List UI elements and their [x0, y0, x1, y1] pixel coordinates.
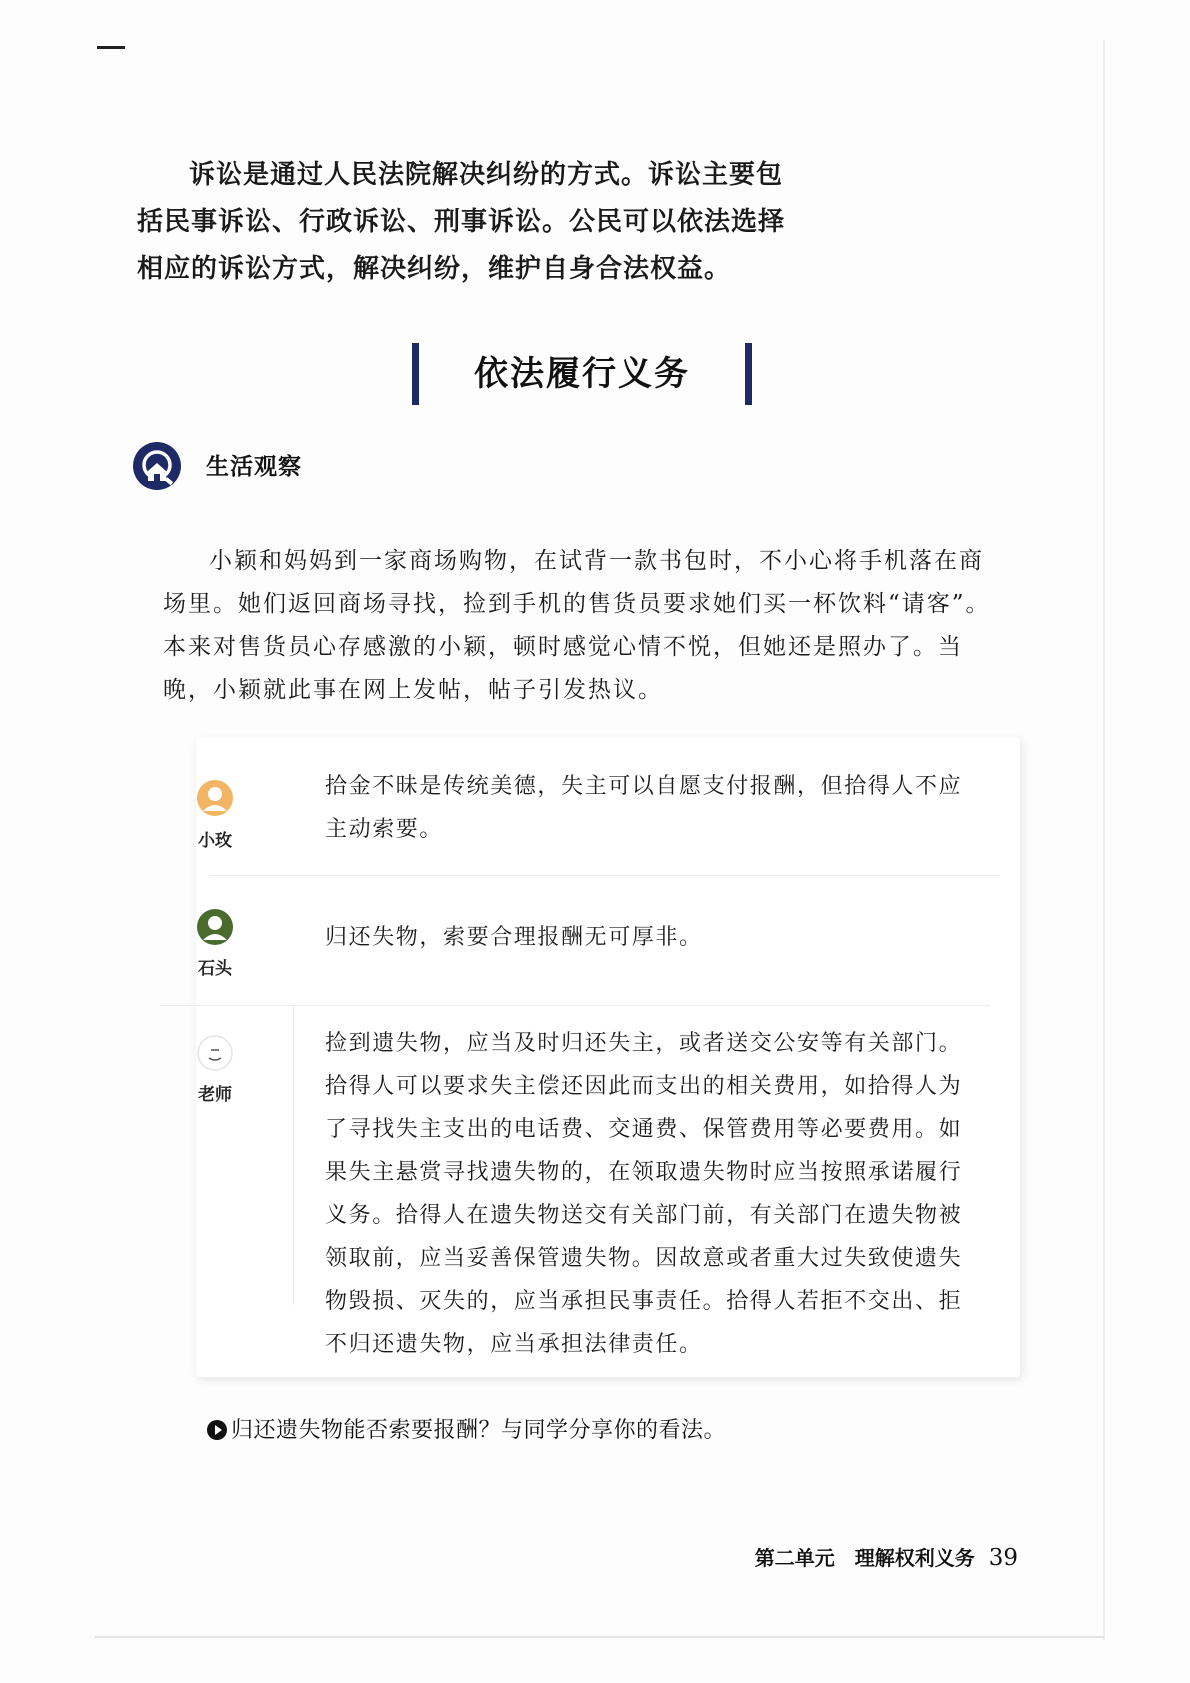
speaker-name: 老师 — [198, 1085, 232, 1105]
section-title: 依法履行义务 — [474, 354, 690, 394]
avatar-teacher — [196, 1034, 234, 1072]
divider — [160, 1005, 990, 1006]
speaker-name: 小玫 — [198, 831, 232, 851]
speech-text: 归还失物，索要合理报酬无可厚非。 — [325, 925, 703, 950]
intro-paragraph — [137, 152, 797, 293]
discussion-question — [207, 1413, 726, 1444]
heading-bar-left — [412, 343, 419, 405]
speech-text: 捡到遗失物，应当及时归还失主，或者送交公安等有关部门。拾得人可以要求失主偿还因此而支出的相关费用，如拾得人为了寻找失主支出的电话费、交通费、保管费用等必要费用。如果失主悬赏寻找遗失物的，在领取遗失物时应当按照承诺履行义务。拾得人在遗失物送交有关部门前，有关部门在遗失物被领取前，应当妥善保管遗失物。因故意或者重大过失致使遗失物毁损、灭失的，应当承担民事责任。拾得人若拒不交出、拒不归还遗失物，应当承担法律责任。 — [325, 1031, 963, 1357]
heading-bar-right — [745, 343, 752, 405]
observation-label: 生活观察 — [206, 454, 302, 480]
play-bullet-icon — [207, 1420, 227, 1440]
avatar-shitou — [196, 908, 234, 946]
speaker-name: 石头 — [198, 959, 232, 979]
divider — [293, 1005, 294, 1305]
footer-unit-title: 理解权利义务 — [854, 1546, 975, 1570]
footer-unit: 第二单元 — [754, 1546, 835, 1570]
page-edge — [95, 1636, 1105, 1638]
page-number: 39 — [988, 1545, 1018, 1571]
intro-text: 诉讼是通过人民法院解决纠纷的方式。诉讼主要包括民事诉讼、行政诉讼、刑事诉讼。公民可以依法选择相应的诉讼方式，解决纠纷，维护自身合法权益。 — [137, 160, 786, 284]
page-footer — [755, 1542, 1018, 1571]
divider — [210, 875, 1000, 876]
corner-mark — [97, 46, 125, 49]
story-text: 小颖和妈妈到一家商场购物，在试背一款书包时，不小心将手机落在商场里。她们返回商场寻找，捡到手机的售货员要求她们买一杯饮料“请客”。本来对售货员心存感激的小颖，顿时感觉心情不悦，但她还是照办了。当晚，小颖就此事在网上发帖，帖子引发热议。 — [163, 548, 991, 703]
speech-text: 拾金不昧是传统美德，失主可以自愿支付报酬，但拾得人不应主动索要。 — [325, 774, 963, 842]
section-heading — [412, 343, 752, 405]
house-eye-icon — [132, 441, 182, 491]
page-edge — [1103, 40, 1105, 1640]
story-paragraph — [163, 540, 1003, 712]
avatar-xiaomei — [196, 779, 234, 817]
question-text: 归还遗失物能否索要报酬？与同学分享你的看法。 — [231, 1418, 727, 1443]
